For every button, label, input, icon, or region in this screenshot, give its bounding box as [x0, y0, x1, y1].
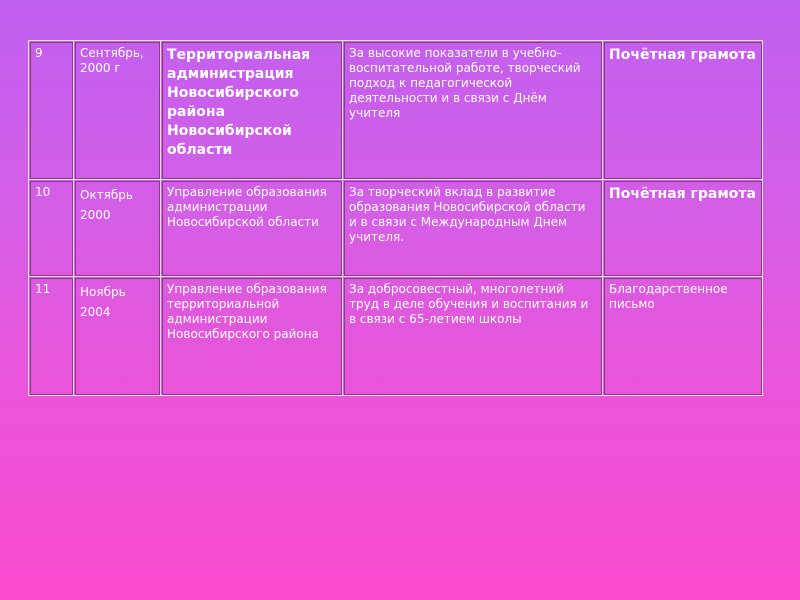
- row-number: 9: [29, 41, 74, 180]
- table-row: [29, 41, 763, 180]
- award-reason: За добросовестный, многолетний труд в деле обучения и воспитания и в связи с 65-летием школы: [343, 277, 603, 396]
- award-type: Благодарственное письмо: [603, 277, 763, 396]
- award-date: [74, 277, 161, 396]
- award-type: Почётная грамота: [603, 180, 763, 277]
- awarding-organization: Управление образования территориальной администрации Новосибирского района: [161, 277, 343, 396]
- awarding-organization: Управление образования администрации Новосибирской области: [161, 180, 343, 277]
- awarding-organization: Территориальная администрация Новосибирского района Новосибирской области: [161, 41, 343, 180]
- award-month: Ноябрь: [80, 285, 126, 299]
- award-month: Октябрь: [80, 188, 133, 202]
- table-row: [29, 180, 763, 277]
- awards-table-container: [28, 40, 762, 396]
- award-reason: За творческий вклад в развитие образования Новосибирской области и в связи с Международным Днем учителя.: [343, 180, 603, 277]
- award-year: 2004: [80, 305, 111, 319]
- row-number: 11: [29, 277, 74, 396]
- award-year: 2000: [80, 208, 111, 222]
- award-date: [74, 180, 161, 277]
- award-reason: За высокие показатели в учебно-воспитательной работе, творческий подход к педагогической деятельности и в связи с Днём учителя: [343, 41, 603, 180]
- award-type: Почётная грамота: [603, 41, 763, 180]
- award-date: Сентябрь, 2000 г: [74, 41, 161, 180]
- table-row: [29, 277, 763, 396]
- row-number: 10: [29, 180, 74, 277]
- awards-table: [28, 40, 763, 396]
